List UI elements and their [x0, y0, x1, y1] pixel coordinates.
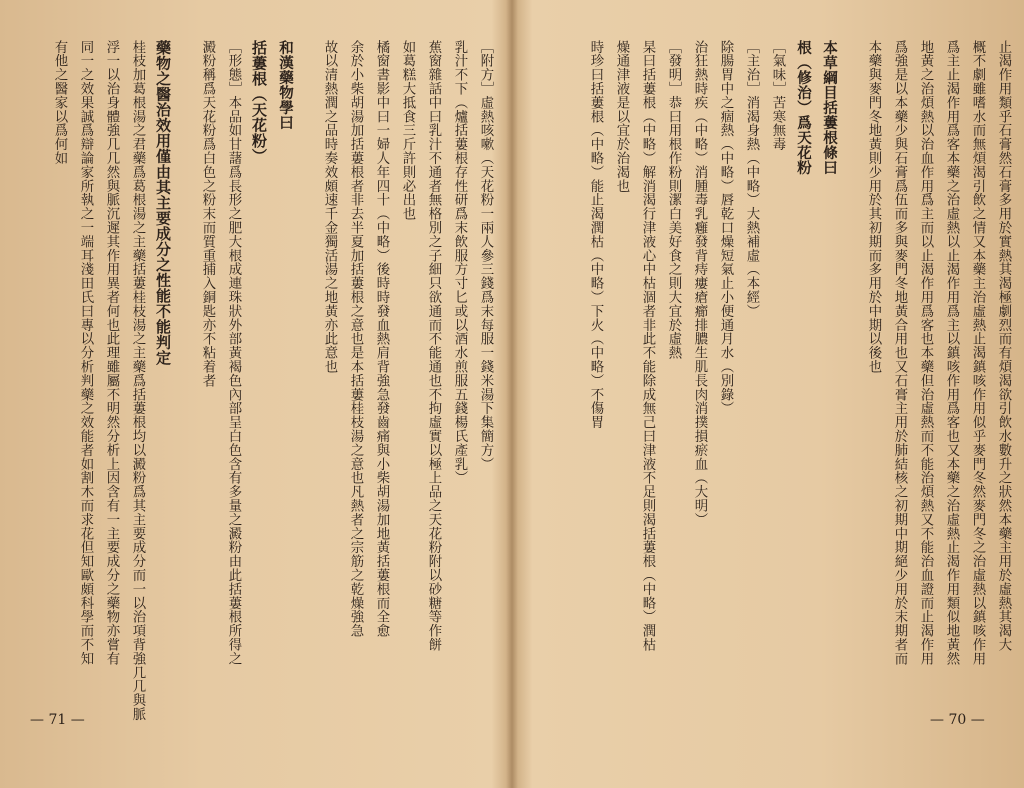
- page-number: — 70 —: [930, 712, 985, 728]
- text-column: 余於小柴胡湯加括蔞根者非去半夏加括蔞根之意也是本括蔞桂枝湯之意也凡熱者之宗筋之乾燥強急: [348, 40, 363, 638]
- text-column: 止渴作用類乎石膏然石膏多用於實熱其渴極劇烈而有煩渴欲引飲水數升之狀然本藥主用於虛熱其渴大: [996, 40, 1011, 652]
- text-column: 澱粉稱爲天花粉爲白色之粉末而質重捕入銅匙亦不粘着者: [200, 40, 215, 388]
- text-column: 爲強是以本藥少與石膏爲伍而多與麥門冬地黃合用也又石膏主用於肺結核之初期中期絕少用於末期者而: [892, 40, 907, 666]
- text-column: 蕉窗雜話中曰乳汁不通者無格別之子細只欲通而不能通也不拘虛實以極上品之天花粉附以砂糖等作餅: [426, 40, 441, 652]
- text-column: 同一之效果誠爲辯論家所執之一端耳淺田氏曰專以分析判藥之效能者如割木而求花但知歐頗科學而不知: [78, 40, 93, 666]
- text-column: 括蔞根（天花粉）: [250, 40, 268, 164]
- text-column: 浮一以治身體強几几然與脈沉遲其作用異者何也此理雖屬不明然分析上因含有一主要成分之藥物亦嘗有: [104, 40, 119, 666]
- text-column: 杲曰括蔞根（中略）解消渴行津液心中枯涸者非此不能除成無己曰津液不足則渴括蔞根（中略）潤枯: [640, 40, 655, 652]
- text-column: ［附方］虛熱咳嗽（天花粉一兩人參三錢爲末每服一錢米湯下集簡方）: [478, 40, 493, 471]
- text-column: ［形態］本品如甘藷爲長形之肥大根成連珠狀外部黃褐色內部呈白色含有多量之澱粉由此括蔞根所得之: [226, 40, 241, 666]
- text-column: 桂枝加葛根湯之君藥爲葛根湯之主藥括蔞桂枝湯之主藥爲括蔞根均以澱粉爲其主要成分而一以治項背強几几與脈: [130, 40, 145, 722]
- text-column: 故以清熱潤之品時奏效頗速千金獨活湯之地黃亦此意也: [322, 40, 337, 374]
- text-column: 根（修治）爲天花粉: [795, 40, 812, 175]
- text-column: ［發明］恭曰用根作粉則潔白美好食之則大宜於虛熱: [666, 40, 681, 360]
- text-column: 地黃之治煩熱以治血作用爲主而以止渴作用爲客也本藥但治虛熱而不能治煩熱又不能治血證而止渴作用: [918, 40, 933, 666]
- text-column: 本藥與麥門冬地黃則少用於其初期而多用於中期以後也: [866, 40, 881, 374]
- text-column: 乳汁不下（爐括蔞根存性研爲末飲服方寸匕或以酒水煎服五錢楊氏產乳）: [452, 40, 467, 485]
- text-column: 除腸胃中之痼熱（中略）唇乾口燥短氣止小便通月水（別錄）: [718, 40, 733, 416]
- text-column: ［主治］消渴身熱（中略）大熱補虛（本經）: [744, 40, 759, 318]
- page-number: — 71 —: [30, 712, 85, 728]
- text-column: 時珍曰括蔞根（中略）能止渴潤枯（中略）下火（中略）不傷胃: [588, 40, 603, 430]
- text-column: 和漢藥物學曰: [277, 40, 294, 130]
- right-page-text: [526, 40, 1016, 680]
- text-column: 有他之醫家以爲何如: [52, 40, 67, 166]
- text-column: 本草綱目括蔞根條曰: [821, 40, 838, 175]
- text-column: 爲主止渴作用爲客本藥之治虛熱以止渴作用爲主以鎮咳作用爲客也又本藥之治虛熱止渴作用類似地黃然: [944, 40, 959, 666]
- text-column: 燥通津液是以宜於治渴也: [614, 40, 629, 193]
- text-column: 橘窗書影中曰一婦人年四十（中略）後時時發血熱肩背強急發齒痛與小柴胡湯加地黃括蔞根而全愈: [374, 40, 389, 638]
- text-column: 如葛糕大抵食三斤許則必出也: [400, 40, 415, 221]
- text-column: 藥物之醫治效用僅由其主要成分之性能不能判定: [154, 40, 172, 366]
- text-column: 治狂熱時疾（中略）消腫毒乳癰發背痔瘻瘡癤排膿生肌長肉消撲損瘀血（大明）: [692, 40, 707, 527]
- text-column: 概不劇雖嗜水而無煩渴引飲之情又本藥主治虛熱止渴鎮咳作用似乎麥門冬然麥門冬之治虛熱以鎮咳作用: [970, 40, 985, 666]
- text-column: ［氣味］苦寒無毒: [770, 40, 785, 152]
- page-70: [512, 0, 1024, 788]
